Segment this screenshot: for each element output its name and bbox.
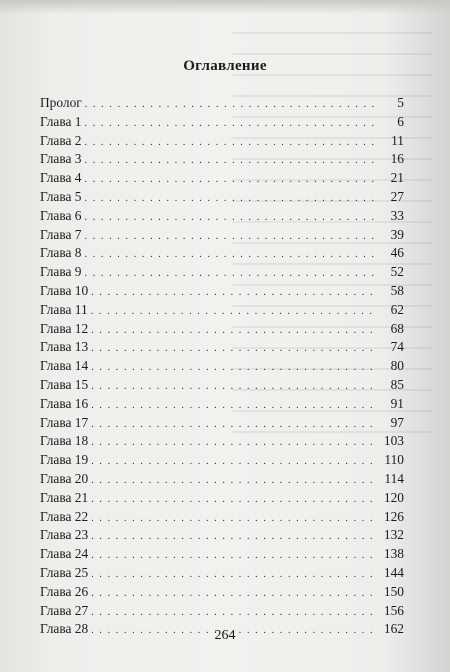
toc-entry — [40, 376, 404, 395]
toc-entry-label: Глава 8 — [40, 245, 82, 261]
toc-entry-label: Глава 21 — [40, 489, 89, 505]
toc-title: Оглавление — [183, 58, 267, 74]
toc-entry-label: Глава 13 — [40, 339, 89, 355]
toc-entry — [40, 188, 404, 207]
toc-entry-page: 150 — [383, 583, 404, 599]
dot-leader — [85, 96, 376, 115]
toc-entry — [40, 508, 404, 527]
toc-entry-page: 132 — [383, 527, 404, 543]
toc-entry — [40, 132, 404, 151]
toc-entry-label: Глава 15 — [40, 376, 89, 392]
toc-entry-page: 21 — [390, 170, 404, 186]
toc-entry-page: 138 — [383, 546, 404, 562]
dot-leader — [91, 378, 376, 397]
dot-leader — [91, 284, 376, 303]
toc-entry-label: Глава 2 — [40, 132, 82, 148]
toc-entry-label: Глава 5 — [40, 188, 82, 204]
toc-entry — [40, 395, 404, 414]
dot-leader — [85, 246, 377, 265]
toc-entry — [40, 545, 404, 564]
toc-entry-page: 52 — [390, 264, 404, 280]
toc-entry-page: 58 — [390, 282, 404, 298]
dot-leader — [91, 303, 376, 322]
toc-entry-label: Глава 16 — [40, 395, 89, 411]
toc-entry-page: 156 — [383, 602, 404, 618]
toc-entry — [40, 489, 404, 508]
dot-leader — [91, 359, 376, 378]
toc-entry-page: 126 — [383, 508, 404, 524]
dot-leader — [85, 152, 377, 171]
toc-entry — [40, 320, 404, 339]
toc-entry-label: Глава 1 — [40, 113, 82, 129]
toc-entry-label: Глава 27 — [40, 602, 89, 618]
toc-entry — [40, 169, 404, 188]
dot-leader — [91, 340, 376, 359]
toc-entry-page: 5 — [397, 95, 404, 110]
toc-entry-page: 6 — [397, 113, 404, 129]
toc-entry-page: 162 — [383, 621, 404, 637]
toc-entry — [40, 301, 404, 320]
toc-entry-label: Глава 20 — [40, 470, 89, 486]
toc-entry — [40, 226, 404, 245]
toc-entry — [40, 414, 404, 433]
toc-entry-page: 33 — [390, 207, 404, 223]
toc-entry — [40, 94, 404, 113]
toc-entry-label: Глава 12 — [40, 320, 89, 336]
dot-leader — [85, 209, 377, 228]
dot-leader — [91, 585, 376, 604]
toc-entry-label: Глава 23 — [40, 527, 89, 543]
toc-entry-page: 11 — [391, 132, 404, 148]
toc-entry-page: 144 — [383, 564, 404, 580]
toc-entry-page: 46 — [390, 245, 404, 261]
toc-entry-page: 85 — [390, 376, 404, 392]
toc-entry — [40, 583, 404, 602]
dot-leader — [85, 265, 377, 284]
toc-entry — [40, 338, 404, 357]
toc-entry-page: 39 — [390, 226, 404, 242]
toc-entry-page: 68 — [390, 320, 404, 336]
toc-entry-page: 103 — [383, 433, 404, 449]
toc-entry-label: Глава 7 — [40, 226, 82, 242]
toc-entry-label: Глава 17 — [40, 414, 89, 430]
toc-entry-page: 110 — [384, 452, 404, 468]
toc-entry-page: 114 — [384, 470, 404, 486]
toc-entry — [40, 451, 404, 470]
dot-leader — [91, 566, 376, 585]
table-of-contents — [40, 94, 404, 639]
dot-leader — [91, 322, 376, 341]
dot-leader — [85, 190, 377, 209]
toc-entry — [40, 432, 404, 451]
dot-leader — [85, 228, 377, 247]
dot-leader — [85, 115, 377, 134]
toc-entry-label: Глава 28 — [40, 621, 89, 637]
toc-entry — [40, 263, 404, 282]
dot-leader — [91, 434, 376, 453]
toc-entry — [40, 113, 404, 132]
page-number: 264 — [214, 628, 236, 643]
dot-leader — [85, 134, 377, 153]
toc-entry — [40, 244, 404, 263]
toc-entry-label: Глава 11 — [40, 301, 88, 317]
dot-leader — [91, 604, 376, 623]
toc-entry-label: Глава 14 — [40, 358, 89, 374]
toc-entry-page: 27 — [390, 188, 404, 204]
toc-entry — [40, 602, 404, 621]
toc-entry — [40, 150, 404, 169]
toc-entry-page: 120 — [383, 489, 404, 505]
dot-leader — [85, 171, 377, 190]
toc-entry-page: 62 — [390, 301, 404, 317]
dot-leader — [91, 547, 376, 566]
dot-leader — [91, 528, 376, 547]
toc-entry-label: Глава 18 — [40, 433, 89, 449]
toc-entry-label: Глава 3 — [40, 151, 82, 167]
toc-entry-label: Глава 22 — [40, 508, 89, 524]
dot-leader — [91, 510, 376, 529]
toc-entry — [40, 564, 404, 583]
toc-entry — [40, 207, 404, 226]
toc-entry-label: Глава 26 — [40, 583, 89, 599]
toc-entry-label: Глава 9 — [40, 264, 82, 280]
toc-entry-label: Глава 10 — [40, 282, 89, 298]
toc-entry — [40, 282, 404, 301]
dot-leader — [91, 416, 376, 435]
toc-entry — [40, 470, 404, 489]
toc-entry-label: Глава 25 — [40, 564, 89, 580]
toc-entry-label: Глава 4 — [40, 170, 82, 186]
toc-entry-page: 74 — [390, 339, 404, 355]
toc-entry-page: 16 — [390, 151, 404, 167]
toc-entry-label: Глава 19 — [40, 452, 89, 468]
dot-leader — [91, 453, 376, 472]
toc-entry-label: Глава 24 — [40, 546, 89, 562]
dot-leader — [91, 397, 376, 416]
toc-entry — [40, 526, 404, 545]
toc-entry-label: Пролог — [40, 95, 82, 110]
dot-leader — [91, 491, 376, 510]
toc-entry-label: Глава 6 — [40, 207, 82, 223]
toc-entry-page: 80 — [390, 358, 404, 374]
toc-entry — [40, 357, 404, 376]
dot-leader — [91, 472, 376, 491]
toc-entry-page: 97 — [390, 414, 404, 430]
toc-entry-page: 91 — [390, 395, 404, 411]
